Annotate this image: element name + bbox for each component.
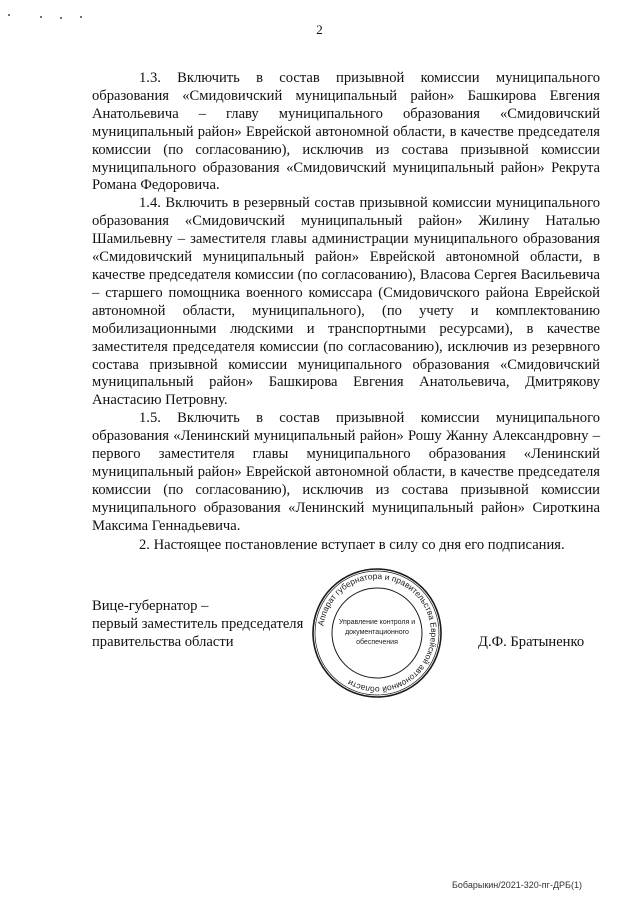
page-number: 2 <box>316 22 323 37</box>
paragraph-1-3: 1.3. Включить в состав призывной комиссии муниципального образования «Смидовичский муниципальный район» Башкирова Евгения Анатольевича – главу муниципального образования «Смидовичский муниципальный район» Еврейской автономной области, в качестве председателя комиссии (по согласованию), исключив из состава призывной комиссии муниципального образования «Смидовичский муниципальный район» Рекрута Романа Федоровича. <box>92 70 600 194</box>
signatory-name: Д.Ф. Братыненко <box>478 634 585 650</box>
seal-outer-text: Аппарат губернатора и правительства Еврейской автономной области <box>315 570 440 696</box>
paragraph-2: 2. Настоящее постановление вступает в силу со дня его подписания. <box>139 536 565 553</box>
signatory-position <box>92 598 303 652</box>
position-line-3: правительства области <box>92 633 234 650</box>
seal-inner-line-3: обеспечения <box>356 639 398 646</box>
document-code: Бобарыкин/2021-320-пг-ДРБ(1) <box>452 880 582 890</box>
official-seal <box>310 566 444 700</box>
scan-speck <box>80 16 82 18</box>
scan-speck <box>8 14 10 16</box>
position-line-1: Вице-губернатор – <box>92 598 209 614</box>
scan-speck <box>40 16 42 18</box>
scan-speck <box>60 17 62 19</box>
seal-inner-line-1: Управление контроля и <box>338 619 416 626</box>
seal-inner-line-2: документационного <box>345 629 409 636</box>
paragraph-1-4: 1.4. Включить в резервный состав призывной комиссии муниципального образования «Смидовичский муниципальный район» Жилину Наталью Шамильевну – заместителя главы администрации муниципального образования «Смидовичский муниципальный район» Еврейской автономной области, в качестве председателя комиссии (по согласованию), Власова Сергея Васильевича – старшего помощника военного комиссара (Смидовичского района Еврейской автономной области, муниципального), (по учету и комплектованию мобилизационными людскими и транспортными ресурсами), в качестве заместителя председателя комиссии (по согласованию), исключив из резервного состава призывной комиссии муниципального образования «Смидовичский муниципальный район» Башкирова Евгения Анатольевича, Дмитрякову Анастасию Петровну. <box>92 195 600 409</box>
paragraph-1-5: 1.5. Включить в состав призывной комиссии муниципального образования «Ленинский муниципальный район» Рошу Жанну Александровну – первого заместителя главы муниципального образования «Ленинский муниципальный район» Еврейской автономной области, в качестве председателя комиссии (по согласованию), исключив из состава призывной комиссии муниципального образования «Ленинский муниципальный район» Сироткина Максима Геннадьевича. <box>92 410 600 534</box>
position-line-2: первый заместитель председателя <box>92 615 304 632</box>
document-body <box>92 70 600 554</box>
